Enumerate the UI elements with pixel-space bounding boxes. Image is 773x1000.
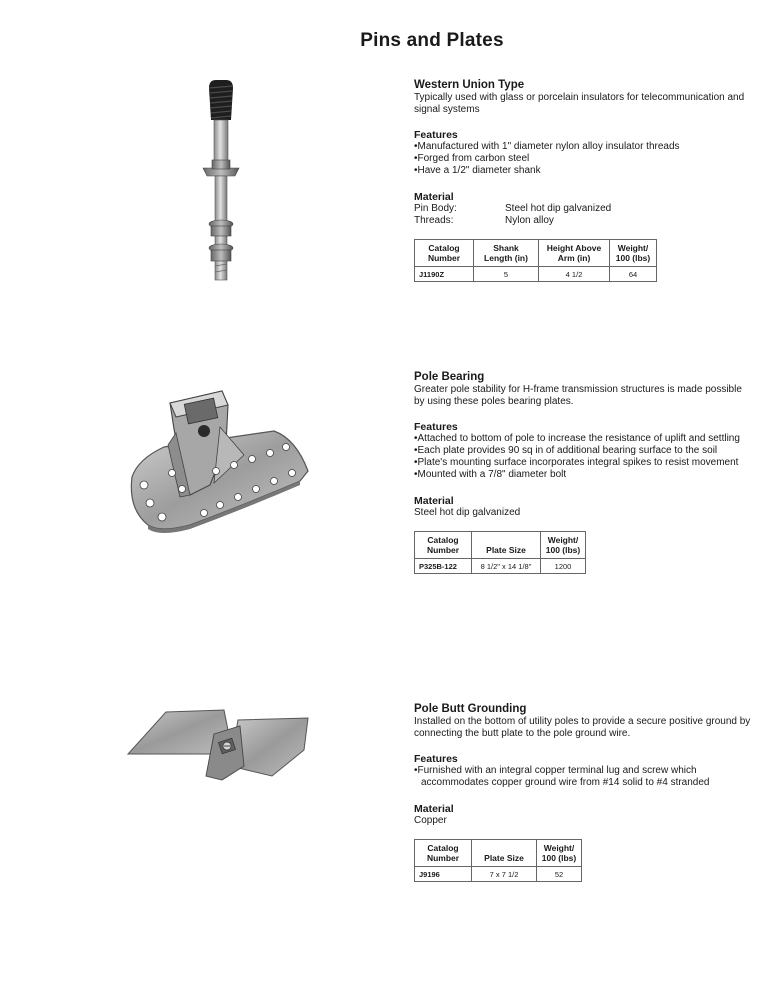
table-cell: 4 1/2 [539, 267, 610, 282]
product-description: Greater pole stability for H-frame transmission structures is made possible by using these poles bearing plates. [414, 384, 742, 407]
pole-butt-grounding-plate-image [126, 706, 312, 784]
feature-item: • Plate's mounting surface incorporates integral spikes to resist movement [414, 457, 754, 469]
feature-item: • Have a 1/2" diameter shank [414, 165, 754, 177]
product-description: Typically used with glass or porcelain insulators for telecommunication and signal systems [414, 92, 745, 115]
material-value: Steel hot dip galvanized [505, 203, 612, 214]
features-list [414, 141, 754, 177]
table-row [415, 867, 582, 882]
material-heading: Material [414, 803, 454, 815]
column-header: Catalog Number [415, 840, 472, 867]
features-list [414, 765, 754, 789]
table-header-row [415, 840, 582, 867]
feature-item: • Manufactured with 1" diameter nylon alloy insulator threads [414, 141, 754, 153]
spec-table [414, 531, 586, 574]
feature-item: • Furnished with an integral copper terminal lug and screw which accommodates copper ground wire from #14 solid to #4 stranded [414, 765, 754, 789]
product-description: Installed on the bottom of utility poles to provide a secure positive ground by connecting the butt plate to the pole ground wire. [414, 716, 751, 739]
column-header: Shank Length (in) [474, 240, 539, 267]
product-title: Pole Butt Grounding [414, 703, 527, 715]
table-header-row [415, 240, 657, 267]
material-heading: Material [414, 191, 454, 203]
western-union-pin-image [195, 76, 247, 281]
material-value: Nylon alloy [505, 215, 554, 226]
pole-bearing-plate-image [124, 385, 312, 535]
column-header: Catalog Number [415, 240, 474, 267]
product-title: Pole Bearing [414, 371, 485, 383]
features-heading: Features [414, 129, 458, 141]
feature-item: • Forged from carbon steel [414, 153, 754, 165]
product-western-union [414, 79, 754, 282]
table-cell: 8 1/2" x 14 1/8" [472, 559, 541, 574]
table-row [415, 267, 657, 282]
feature-item: • Attached to bottom of pole to increase the resistance of uplift and settling [414, 433, 754, 445]
spec-table [414, 239, 657, 282]
material-row [414, 203, 754, 215]
table-cell: P325B-122 [415, 559, 472, 574]
material-key: Threads: [414, 215, 454, 226]
feature-item: • Each plate provides 90 sq in of additional bearing surface to the soil [414, 445, 754, 457]
product-title: Western Union Type [414, 79, 525, 91]
material-value: Steel hot dip galvanized [414, 507, 521, 518]
features-heading: Features [414, 421, 458, 433]
column-header: Weight/ 100 (lbs) [537, 840, 582, 867]
table-cell: 52 [537, 867, 582, 882]
features-list [414, 433, 754, 481]
table-row [415, 559, 586, 574]
table-cell: J9196 [415, 867, 472, 882]
column-header: Height Above Arm (in) [539, 240, 610, 267]
product-pole-butt-grounding [414, 703, 754, 882]
feature-item: • Mounted with a 7/8" diameter bolt [414, 469, 754, 481]
table-header-row [415, 532, 586, 559]
column-header: Weight/ 100 (lbs) [541, 532, 586, 559]
table-cell: 5 [474, 267, 539, 282]
material-heading: Material [414, 495, 454, 507]
material-value: Copper [414, 815, 447, 826]
table-cell: 64 [610, 267, 657, 282]
table-cell: J1190Z [415, 267, 474, 282]
material-key: Pin Body: [414, 203, 457, 214]
table-cell: 1200 [541, 559, 586, 574]
table-cell: 7 x 7 1/2 [472, 867, 537, 882]
features-heading: Features [414, 753, 458, 765]
product-pole-bearing [414, 371, 754, 574]
column-header: Weight/ 100 (lbs) [610, 240, 657, 267]
column-header: Catalog Number [415, 532, 472, 559]
page-title: Pins and Plates [360, 30, 504, 51]
spec-table [414, 839, 582, 882]
material-row [414, 215, 754, 227]
column-header: Plate Size [472, 532, 541, 559]
column-header: Plate Size [472, 840, 537, 867]
